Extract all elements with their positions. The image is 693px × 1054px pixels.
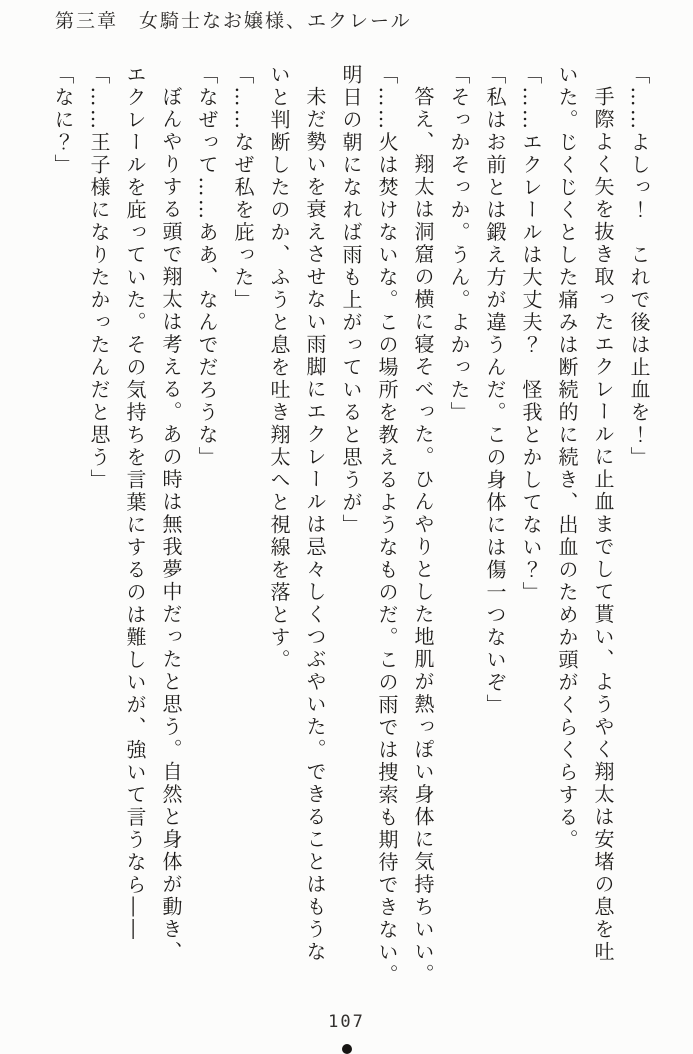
text-line: 「……エクレールは大丈夫？ 怪我とかしてない？」 [519,64,543,604]
text-line: 「なぜって……ああ、なんでだろうな」 [195,64,219,469]
text-line: 「私はお前とは鍛え方が違うんだ。この身体には傷一つないぞ」 [483,64,507,717]
text-line: 手際よく矢を抜き取ったエクレールに止血までして貰い、ようやく翔太は安堵の息を吐 [591,86,615,964]
bottom-dot [342,1044,352,1054]
text-line: 答え、翔太は洞窟の横に寝そべった。ひんやりとした地肌が熱っぽい身体に気持ちいい。 [411,86,435,986]
body-text [45,64,657,994]
text-line: エクレールを庇っていた。その気持ちを言葉にするのは難しいが、強いて言うなら―― [123,64,147,942]
page-number: 107 [328,1012,365,1032]
text-line: 明日の朝になれば雨も上がっていると思うが」 [339,64,363,537]
text-line: 「……なぜ私を庇った」 [231,64,255,312]
text-line: 「……王子様になりたかったんだと思う」 [87,64,111,492]
text-line: 「……火は焚けないな。この場所を教えるようなものだ。この雨では捜索も期待できない。 [375,64,399,987]
text-line: 未だ勢いを衰えさせない雨脚にエクレールは忌々しくつぶやいた。できることはもうな [303,86,327,964]
text-line: 「そっかそっか。うん。よかった」 [447,64,471,424]
text-line: ぼんやりする頭で翔太は考える。あの時は無我夢中だったと思う。自然と身体が動き、 [159,86,183,964]
text-line: 「……よしっ！ これで後は止血を！」 [627,64,651,469]
text-line: いと判断したのか、ふうと息を吐き翔太へと視線を落とす。 [267,64,291,672]
chapter-header: 第三章 女騎士なお嬢様、エクレール [55,10,412,32]
text-line: いた。じくじくとした痛みは断続的に続き、出血のためか頭がくらくらする。 [555,64,579,852]
text-line: 「なに？」 [51,64,75,177]
